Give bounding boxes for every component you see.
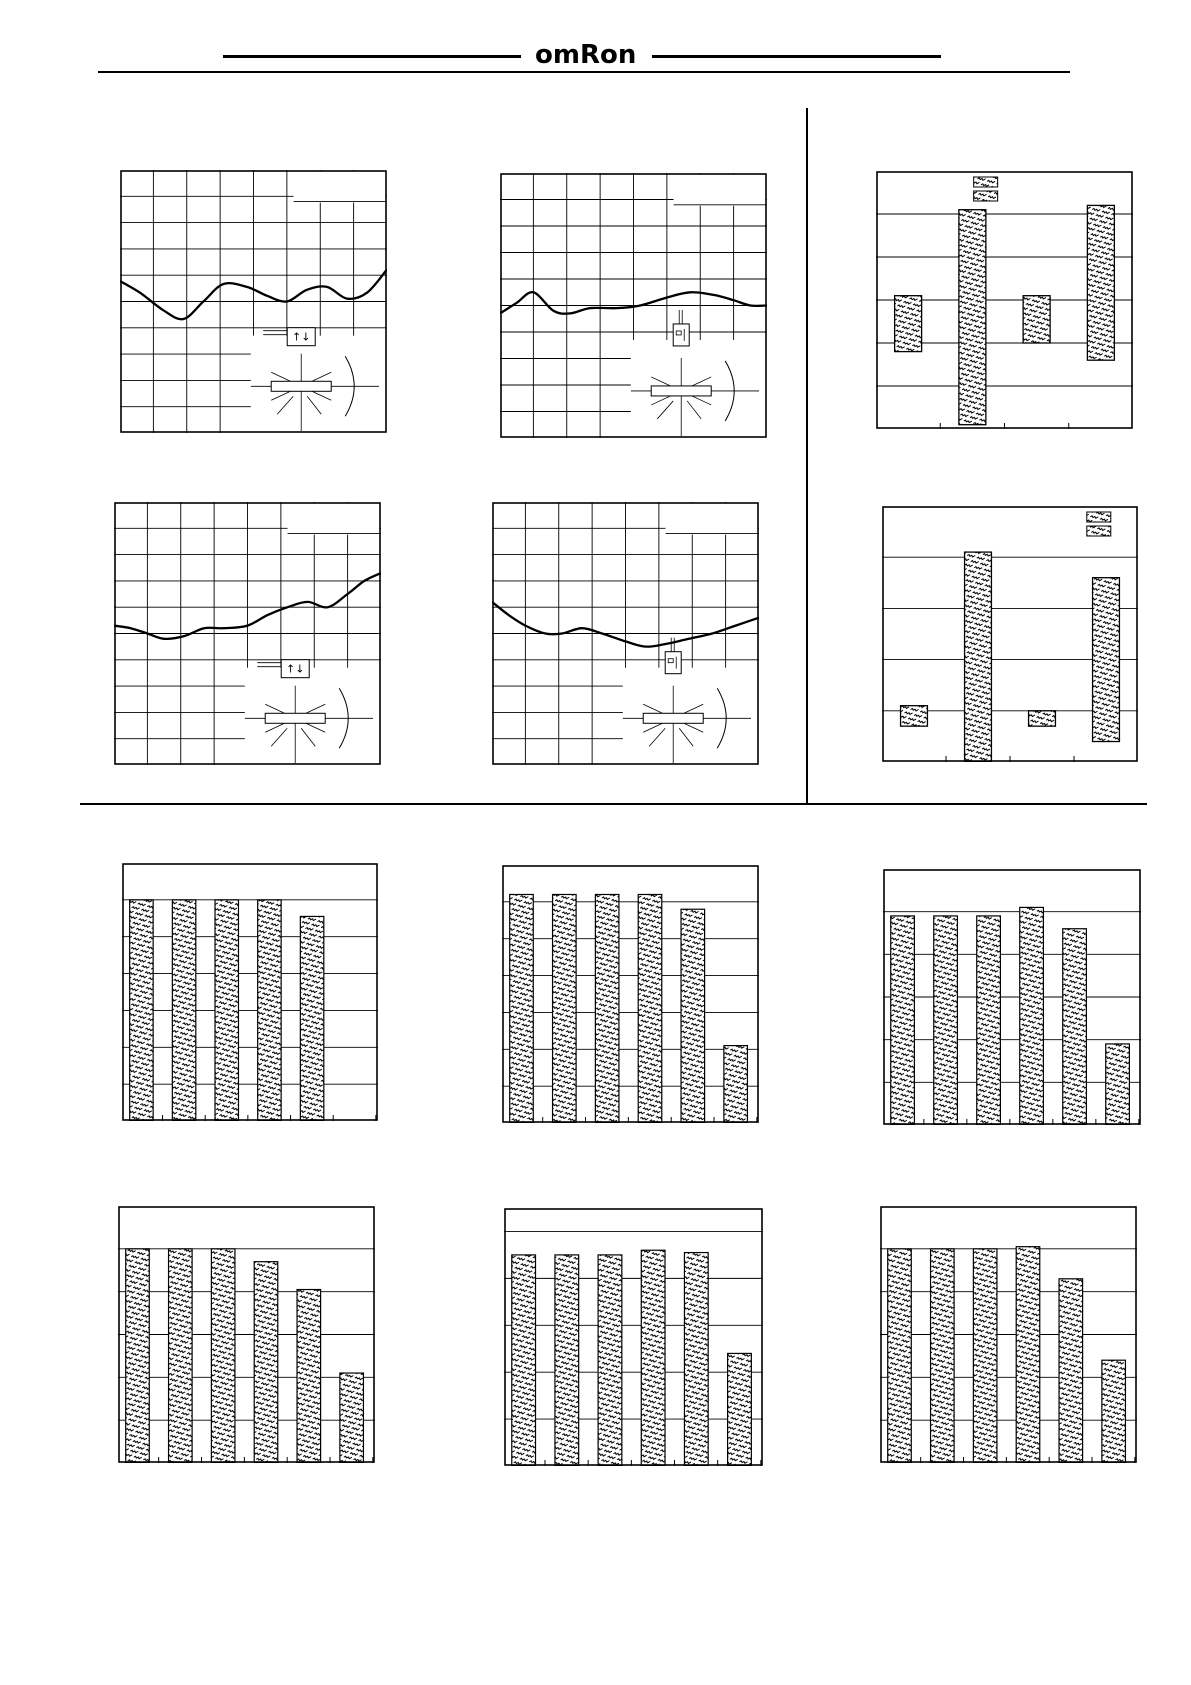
bar-1 (888, 1249, 912, 1463)
plot-frame (123, 864, 377, 1120)
bar-2 (169, 1249, 193, 1463)
range-bar-4 (1093, 578, 1120, 742)
bar-3 (215, 900, 238, 1121)
legend-area (294, 171, 386, 203)
inset-relay-body (643, 713, 703, 723)
bar-6 (340, 1373, 364, 1463)
bar-5 (1059, 1279, 1083, 1463)
bar-2 (553, 894, 577, 1123)
life-chart-c (883, 869, 1141, 1125)
range-bar-1 (895, 296, 922, 352)
range-bar-2 (959, 210, 986, 425)
relay-inset (623, 638, 759, 765)
life-chart-b (502, 865, 759, 1123)
inset-relay-body (271, 381, 331, 391)
life-chart-e (504, 1208, 763, 1466)
inset-relay-body (651, 386, 711, 396)
grid (504, 1231, 763, 1419)
relay-inset (631, 310, 767, 438)
up-down-arrows-icon: ↑↓ (285, 662, 305, 676)
bar-6 (1102, 1360, 1126, 1463)
bar-2 (172, 900, 195, 1121)
horizontal-divider (80, 803, 1147, 805)
bar-3 (211, 1249, 235, 1463)
bar-6 (1106, 1044, 1130, 1125)
life-chart-e-svg (504, 1208, 763, 1466)
bar-4 (641, 1250, 665, 1466)
bar-1 (130, 900, 153, 1121)
curve-chart-d-svg (492, 502, 759, 765)
range-chart-a (876, 171, 1133, 429)
range-bar-3 (1023, 296, 1050, 343)
bar-3 (598, 1255, 622, 1466)
relay-inset (245, 660, 381, 765)
legend-swatch-2 (974, 191, 998, 201)
vertical-divider (806, 108, 808, 804)
bar-6 (728, 1353, 752, 1466)
range-bar-2 (965, 552, 992, 762)
bar-4 (638, 894, 662, 1123)
curve-chart-b-svg (500, 173, 767, 438)
plot-frame (505, 1209, 762, 1465)
omron-logo: omRon (535, 40, 637, 70)
bar-5 (681, 909, 705, 1123)
bar-2 (931, 1249, 955, 1463)
bar-2 (555, 1255, 579, 1466)
bar-4 (258, 900, 281, 1121)
header-underline (98, 71, 1070, 73)
bar-1 (510, 894, 534, 1123)
legend (1087, 512, 1111, 536)
legend-swatch-1 (974, 177, 998, 187)
bar-3 (595, 894, 619, 1123)
legend-area (288, 503, 380, 535)
header-rule-right (652, 55, 941, 58)
plot-frame (503, 866, 758, 1122)
bar-5 (300, 916, 323, 1121)
bar-5 (297, 1290, 321, 1463)
up-down-arrows-icon: ↑↓ (291, 330, 311, 344)
bar-2 (934, 916, 958, 1125)
grid (122, 900, 378, 1084)
bar-3 (977, 916, 1001, 1125)
grid (883, 912, 1141, 1083)
range-bar-1 (901, 706, 928, 726)
grid (502, 902, 759, 1086)
life-chart-b-svg (502, 865, 759, 1123)
inset-relay-body (265, 713, 325, 723)
bar-5 (1063, 929, 1087, 1125)
curve-chart-b (500, 173, 767, 438)
life-chart-d (118, 1206, 375, 1463)
life-chart-c-svg (883, 869, 1141, 1125)
curve-chart-c-svg (114, 502, 381, 765)
bar-4 (254, 1262, 278, 1463)
curve-chart-c (114, 502, 381, 765)
header-rule-left (223, 55, 521, 58)
bar-5 (684, 1253, 708, 1466)
legend (974, 177, 998, 201)
bar-4 (1016, 1247, 1040, 1463)
life-chart-d-svg (118, 1206, 375, 1463)
grid (880, 1249, 1137, 1420)
legend-swatch-2 (1087, 526, 1111, 536)
life-chart-a (122, 863, 378, 1121)
bar-1 (126, 1249, 150, 1463)
life-chart-f (880, 1206, 1137, 1463)
range-chart-b-svg (882, 506, 1138, 762)
bar-4 (1020, 907, 1044, 1125)
range-bar-3 (1029, 711, 1056, 726)
range-chart-b (882, 506, 1138, 762)
range-bar-4 (1087, 205, 1114, 360)
life-chart-a-svg (122, 863, 378, 1121)
curve-chart-a (120, 170, 387, 433)
bar-6 (724, 1046, 748, 1123)
legend-swatch-1 (1087, 512, 1111, 522)
curve-chart-a-svg (120, 170, 387, 433)
relay-inset (251, 328, 387, 433)
grid (118, 1249, 375, 1420)
curve-chart-d (492, 502, 759, 765)
bar-1 (512, 1255, 536, 1466)
legend-area (674, 174, 766, 206)
bar-3 (973, 1249, 997, 1463)
range-chart-a-svg (876, 171, 1133, 429)
life-chart-f-svg (880, 1206, 1137, 1463)
legend-area (666, 503, 758, 535)
bar-1 (891, 916, 915, 1125)
